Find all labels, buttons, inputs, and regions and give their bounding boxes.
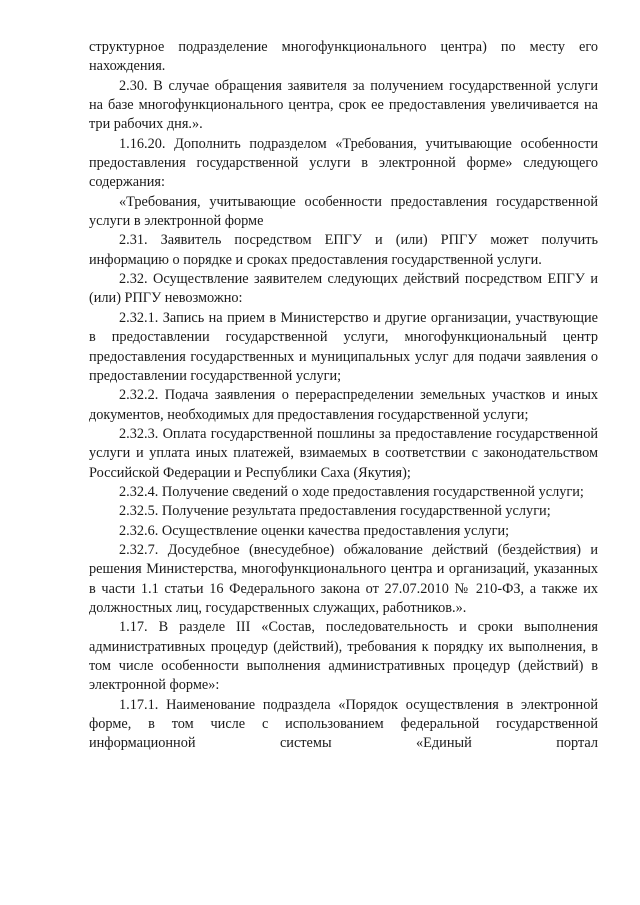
paragraph-1-16-20: 1.16.20. Дополнить подразделом «Требования, учитывающие особенности предоставления государственной услуги в электронной форме» следующего содержания: <box>89 135 598 191</box>
paragraph-1-17: 1.17. В разделе III «Состав, последовательность и сроки выполнения административных процедур (действий), требования к порядку их выполнения, в том числе особенности выполнения административных процедур (действий) в электронной форме»: <box>89 619 598 694</box>
paragraph-2-32: 2.32. Осуществление заявителем следующих действий посредством ЕПГУ и (или) РПГУ невозможно: <box>89 271 598 307</box>
paragraph-2-31: 2.31. Заявитель посредством ЕПГУ и (или) РПГУ может получить информацию о порядке и сроках предоставления государственной услуги. <box>89 232 598 268</box>
paragraph-2-30: 2.30. В случае обращения заявителя за получением государственной услуги на базе многофункционального центра, срок ее предоставления увеличивается на три рабочих дня.». <box>89 77 598 133</box>
paragraph-requirements-heading: «Требования, учитывающие особенности предоставления государственной услуги в электронной форме <box>89 193 598 230</box>
paragraph-1-17-1: 1.17.1. Наименование подраздела «Порядок осуществления в электронной форме, в том числе с использованием федеральной государственной информационной системы «Единый портал <box>89 696 598 752</box>
paragraph-2-32-4: 2.32.4. Получение сведений о ходе предоставления государственной услуги; <box>119 483 584 500</box>
paragraph-2-32-6: 2.32.6. Осуществление оценки качества предоставления услуги; <box>119 522 510 539</box>
paragraph-2-32-1: 2.32.1. Запись на прием в Министерство и другие организации, участвующие в предоставлении государственной услуги, многофункциональный центр предоставления государственных и муниципальных услуг для подачи заявления о предоставлении государственной услуги; <box>89 309 598 384</box>
paragraph-2-32-5: 2.32.5. Получение результата предоставления государственной услуги; <box>119 503 551 520</box>
paragraph-2-32-3: 2.32.3. Оплата государственной пошлины за предоставление государственной услуги и уплата иных платежей, взимаемых в соответствии с законодательством Российской Федерации и Республики Саха (Якутия); <box>89 425 598 481</box>
paragraph-2-32-2: 2.32.2. Подача заявления о перераспределении земельных участков и иных документов, необходимых для предоставления государственной услуги; <box>89 387 598 423</box>
paragraph-continuation: структурное подразделение многофункционального центра) по месту его нахождения. <box>89 39 598 75</box>
paragraph-2-32-7: 2.32.7. Досудебное (внесудебное) обжалование действий (бездействия) и решения Министерства, многофункционального центра и организаций, указанных в части 1.1 статьи 16 Федерального закона от 27.07.2010 № 210-ФЗ, а также их должностных лиц, государственных служащих, работников.». <box>89 541 598 616</box>
document-page <box>89 38 598 754</box>
